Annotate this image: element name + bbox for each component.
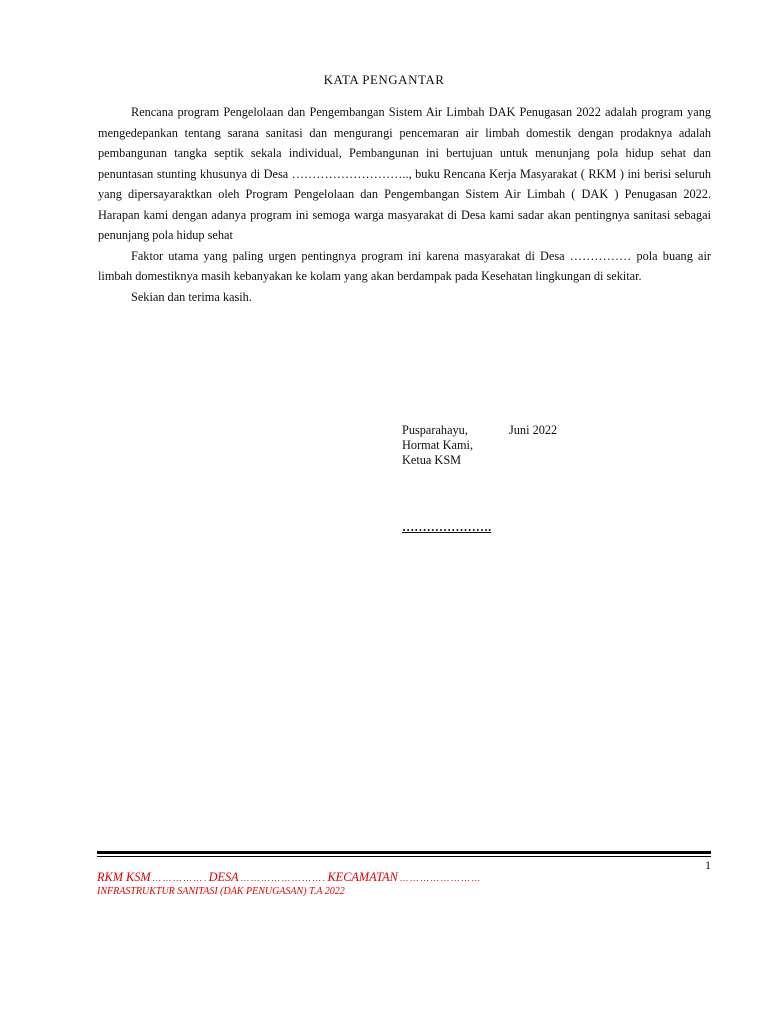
footer-rkm-dots: … … … … … . <box>150 873 209 883</box>
document-body <box>98 102 711 307</box>
signature-greeting: Hormat Kami, <box>402 438 474 452</box>
signature-place: Pusparahayu, <box>402 423 468 437</box>
page-number: 1 <box>705 858 711 872</box>
signature-role: Ketua KSM <box>402 453 462 467</box>
paragraph-1: Rencana program Pengelolaan dan Pengembangan Sistem Air Limbah DAK Penugasan 2022 adalah program yang mengedepankan tentang sarana sanitasi dan mengurangi pencemaran air limbah domestik dengan prodaknya adalah pembangunan tangka septik sekala individual, Pembangunan ini bertujuan untuk menunjang pola hidup sehat dan penuntasan stunting khusunya di Desa ……………………….., buku Rencana Kerja Masyarakat ( RKM ) ini berisi seluruh yang dipersayaraktkan oleh Program Pengelolaan dan Pengembangan Sistem Air Limbah ( DAK ) Penugasan 2022. Harapan kami dengan adanya program ini semoga warga masyarakat di Desa kami sadar akan pentingnya sanitasi sebagai penunjang pola hidup sehat <box>98 105 711 242</box>
footer-rkm-label: RKM KSM <box>97 870 151 884</box>
footer-kecamatan-dots: … … … … … … … … <box>397 873 480 883</box>
footer-desa-label: DESA <box>208 870 239 884</box>
footer-header-line <box>97 870 480 885</box>
footer-subtitle: INFRASTRUKTUR SANITASI (DAK PENUGASAN) T.A 2022 <box>97 886 345 897</box>
paragraph-3: Sekian dan terima kasih. <box>131 289 252 304</box>
page-title: KATA PENGANTAR <box>323 72 445 87</box>
signature-date: Juni 2022 <box>509 423 558 437</box>
signature-name: …………………. <box>402 520 492 534</box>
footer-desa-dots: … … … … … … … … . <box>238 873 328 883</box>
paragraph-2: Faktor utama yang paling urgen pentingnya program ini karena masyarakat di Desa …………… pola buang air limbah domestiknya masih kebanyakan ke kolam yang akan berdampak pada Kesehatan lingkungan di sekitar. <box>98 248 711 283</box>
signature-block <box>402 423 557 468</box>
footer-kecamatan-label: KECAMATAN <box>327 870 398 884</box>
footer-divider <box>97 851 711 854</box>
footer-divider-thin <box>97 856 711 857</box>
